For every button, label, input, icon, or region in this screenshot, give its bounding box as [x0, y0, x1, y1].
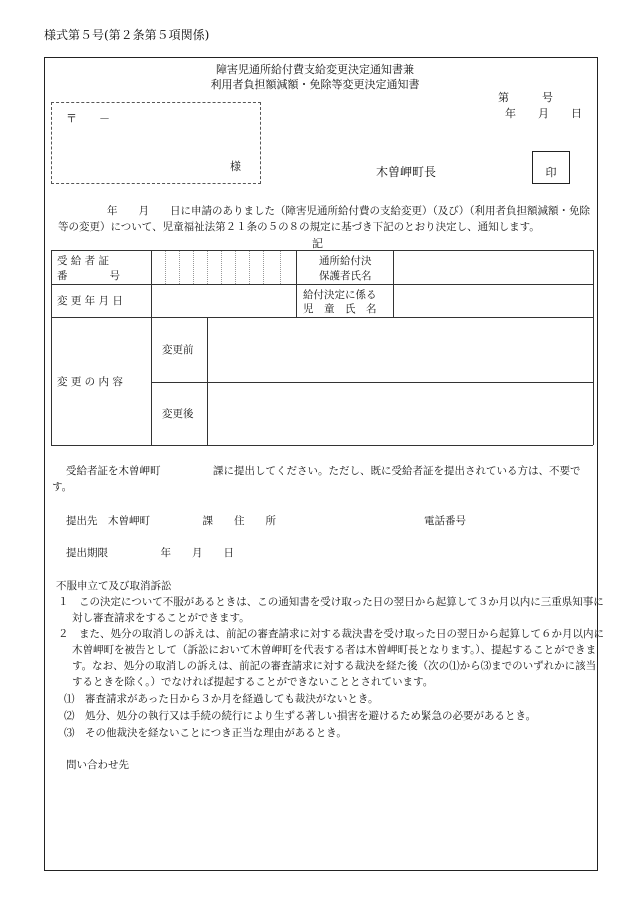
table-border-top [51, 250, 593, 251]
document-title-1: 障害児通所給付費支給変更決定通知書兼 [216, 63, 414, 76]
document-number: 第 号 [498, 91, 553, 104]
child-label-top: 給付決定に係る [303, 289, 377, 301]
guardian-label-bottom: 保護者氏名 [319, 270, 372, 282]
submit-deadline: 提出期限 年 月 日 [66, 547, 234, 559]
digit-divider [263, 251, 264, 284]
contact-label: 問い合わせ先 [66, 759, 129, 771]
seal-box [532, 151, 570, 184]
digit-divider [179, 251, 180, 284]
digit-divider [193, 251, 194, 284]
appeal-subitem-2: ⑵ 処分、処分の執行又は手続の続行により生ずる著しい損害を避けるため緊急の必要があるとき。 [64, 710, 537, 722]
digit-divider [280, 251, 281, 284]
guardian-label-top: 通所給付決 [319, 255, 372, 267]
table-col-line-1 [151, 250, 152, 445]
honorific-sama: 様 [230, 160, 241, 173]
issuer-name: 木曽岬町長 [376, 165, 437, 179]
recipient-no-label-bottom: 番 号 [57, 270, 120, 282]
appeal-item-1: １ この決定について不服があるときは、この通知書を受け取った日の翌日から起算して３か月以内に三重県知事に対し審査請求をすることができます。 [58, 596, 604, 624]
submit-destination: 提出先 木曽岬町 課 住 所 [66, 515, 276, 527]
phone-label: 電話番号 [424, 515, 466, 527]
recipient-no-label-top: 受 給 者 証 [57, 255, 110, 267]
document-title-2: 利用者負担額減額・免除等変更決定通知書 [210, 78, 420, 91]
change-content-label: 変 更 の 内 容 [57, 376, 123, 388]
child-label-bottom: 児 童 氏 名 [303, 303, 377, 315]
table-border-bottom [51, 445, 593, 446]
submit-instructions: 受給者証を木曽岬町 課に提出してください。ただし、既に受給者証を提出されている方は、不要です。 [52, 465, 581, 493]
table-col-line-3 [393, 250, 394, 317]
digit-divider [207, 251, 208, 284]
after-label: 変更後 [162, 408, 194, 420]
appeal-subitem-1: ⑴ 審査請求があった日から３か月を経過しても裁決がないとき。 [64, 693, 379, 705]
digit-divider [221, 251, 222, 284]
table-row-line-3 [151, 382, 593, 383]
document-date: 年 月 日 [505, 107, 582, 120]
appeal-subitem-3: ⑶ その他裁決を経ないことにつき正当な理由があるとき。 [64, 727, 347, 739]
seal-mark: 印 [545, 166, 557, 179]
digit-divider [235, 251, 236, 284]
appeal-item-2: ２ また、処分の取消しの訴えは、前記の審査請求に対する裁決書を受け取った日の翌日から起算して６か月以内に木曽岬町を被告として（訴訟において木曽岬町を代表する者は木曽岬町長となります。）、提起することができます。なお、処分の取消しの訴えは、前記の審査請求に対する裁決を経た後（次の⑴から⑶までのいずれかに該当するときを除く。）でなければ提起することができないこととされています。 [58, 628, 604, 688]
table-row-line-2 [51, 317, 593, 318]
table-col-line-2 [296, 250, 297, 317]
table-border-right [593, 250, 594, 445]
ki-label: 記 [312, 237, 323, 250]
intro-text: 年 月 日に申請のありました（障害児通所給付費の支給変更）（及び）（利用者負担額減額・免除等の変更）について、児童福祉法第２１条の５の８の規定に基づき下記のとおり決定し、通知します。 [58, 205, 590, 233]
table-border-left [51, 250, 52, 445]
change-date-label: 変 更 年 月 日 [57, 295, 123, 307]
digit-divider [249, 251, 250, 284]
digit-divider [165, 251, 166, 284]
postal-code-mark: 〒 － [66, 112, 110, 125]
form-id: 様式第５号(第２条第５項関係) [44, 28, 210, 42]
before-label: 変更前 [162, 344, 194, 356]
table-row-line-1 [51, 284, 593, 285]
appeal-heading: 不服申立て及び取消訴訟 [56, 580, 172, 592]
table-col-line-4 [207, 317, 208, 445]
